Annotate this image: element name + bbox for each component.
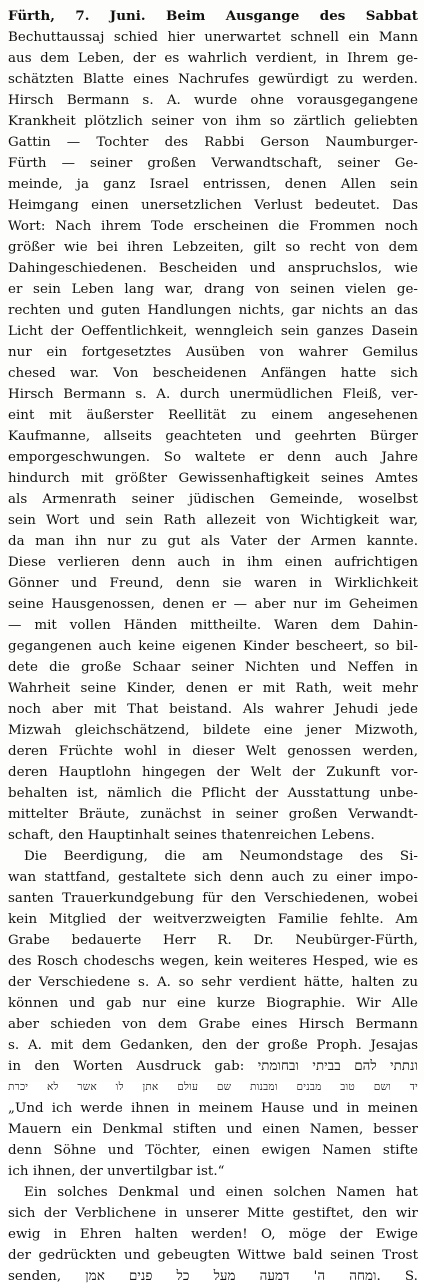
article-line: s. A. mit dem Gedanken, den der große Proph. Jesajas xyxy=(8,1038,418,1053)
article-closing-line: senden, ומחה ה' דמעה מעל כל פנים אמן. S. xyxy=(8,1269,418,1284)
article-line: Dahingeschiedenen. Bescheiden und anspruchslos, wie xyxy=(8,261,418,276)
article-line: Hirsch Bermann s. A. wurde ohne vorausgegangene xyxy=(8,93,418,108)
article-line: rechten und guten Handlungen nichts, gar nichts an das xyxy=(8,303,418,318)
article-line: können und gab nur eine kurze Biographie. Wir Alle xyxy=(8,996,418,1011)
article-line: wan stattfand, gestaltete sich denn auch zu einer impo- xyxy=(8,870,418,885)
article-line: santen Trauerkundgebung für den Verschiedenen, wobei xyxy=(8,891,418,906)
article-line: nur ein fortgesetztes Ausüben von wahrer Gemilus xyxy=(8,345,418,360)
article-line: meinde, ja ganz Israel entrissen, denen Allen sein xyxy=(8,177,418,192)
article-line: gegangenen auch keine eigenen Kinder bescheert, so bil- xyxy=(8,639,418,654)
article-line: der Verschiedene s. A. so sehr verdient hätte, halten zu xyxy=(8,975,418,990)
article-line: aber schieden von dem Grabe eines Hirsch Bermann xyxy=(8,1017,418,1032)
article-line: dete die große Schaar seiner Nichten und Neffen in xyxy=(8,660,418,675)
article-line: Kaufmanne, allseits geachteten und geehrten Bürger xyxy=(8,429,418,444)
article-line: ewig in Ehren halten werden! O, möge der Ewige xyxy=(8,1227,418,1242)
article-line: schaft, den Hauptinhalt seines thatenreichen Lebens. xyxy=(8,828,375,843)
article-line: des Rosch chodeschs wegen, kein weiteres Hesped, wie es xyxy=(8,954,418,969)
article-line: größer wie bei ihren Lebzeiten, gilt so recht von dem xyxy=(8,240,418,255)
hebrew-quote-line: יד ושם טוב מבנים ומבנות שם עולם אתן לו אשר לא יכרת xyxy=(8,1081,418,1093)
article-line: er sein Leben lang war, drang von seinen vielen ge- xyxy=(8,282,418,297)
article-line: Gönner und Freund, denn sie waren in Wirklichkeit xyxy=(8,576,418,591)
article-line: Bechuttaussaj schied hier unerwartet schnell ein Mann xyxy=(8,30,418,45)
article-line: der gedrückten und gebeugten Wittwe bald seinen Trost xyxy=(8,1248,418,1263)
article-line: da man ihn nur zu gut als Vater der Armen kannte. xyxy=(8,534,418,549)
article-line: Grabe bedauerte Herr R. Dr. Neubürger-Fürth, xyxy=(8,933,418,948)
translation-line: denn Söhne und Töchter, einen ewigen Namen stifte xyxy=(8,1143,418,1158)
article-line: hindurch mit größter Gewissenhaftigkeit seines Amtes xyxy=(8,471,418,486)
article-line: mittelter Bräute, zunächst in seiner großen Verwandt- xyxy=(8,807,418,822)
article-line: Licht der Oeffentlichkeit, wenngleich sein ganzes Dasein xyxy=(8,324,418,339)
article-line: chesed war. Von bescheidenen Anfängen hatte sich xyxy=(8,366,418,381)
article-line-dateline: Fürth, 7. Juni. Beim Ausgange des Sabbat xyxy=(8,8,418,24)
article-line: in den Worten Ausdruck gab: ונתתי להם בביתי ובחומתי xyxy=(8,1059,418,1074)
article-line: Fürth — seiner großen Verwandtschaft, seiner Ge- xyxy=(8,156,418,171)
article-line: schätzten Blatte eines Nachrufes gewürdigt zu werden. xyxy=(8,72,418,87)
article-line: sich der Verblichene in unserer Mitte gestiftet, den wir xyxy=(8,1206,418,1221)
article-line: Hirsch Bermann s. A. durch unermüdlichen Fleiß, ver- xyxy=(8,387,418,402)
translation-line: „Und ich werde ihnen in meinem Hause und in meinen xyxy=(8,1101,418,1116)
article-line: Diese verlieren denn auch in ihm einen aufrichtigen xyxy=(8,555,418,570)
translation-line: Mauern ein Denkmal stiften und einen Namen, besser xyxy=(8,1122,418,1137)
article-line: Wort: Nach ihrem Tode erscheinen die Frommen noch xyxy=(8,219,418,234)
article-line: sein Wort und sein Rath allezeit von Wichtigkeit war, xyxy=(8,513,418,528)
article-line: eint mit äußerster Reellität zu einem angesehenen xyxy=(8,408,418,423)
article-line-paragraph-start: Die Beerdigung, die am Neumondstage des Si- xyxy=(24,849,418,864)
translation-line: ich ihnen, der unvertilgbar ist.“ xyxy=(8,1164,225,1179)
article-line: kein Mitglied der weitverzweigten Familie fehlte. Am xyxy=(8,912,418,927)
article-line: behalten ist, nämlich die Pflicht der Ausstattung unbe- xyxy=(8,786,418,801)
article-line: als Armenrath seiner jüdischen Gemeinde, woselbst xyxy=(8,492,418,507)
article-line: — mit vollen Händen mittheilte. Waren dem Dahin- xyxy=(8,618,418,633)
article-line: Krankheit plötzlich seiner von ihm so zärtlich geliebten xyxy=(8,114,418,129)
article-line: seine Hausgenossen, denen er — aber nur im Geheimen xyxy=(8,597,418,612)
article-line: Mizwah gleichschätzend, bildete eine jener Mizwoth, xyxy=(8,723,418,738)
article-line: emporgeschwungen. So waltete er denn auch Jahre xyxy=(8,450,418,465)
article-line: deren Früchte wohl in dieser Welt genossen werden, xyxy=(8,744,418,759)
article-line: deren Hauptlohn hingegen der Welt der Zukunft vor- xyxy=(8,765,418,780)
article-line: aus dem Leben, der es wahrlich verdient, in Ihrem ge- xyxy=(8,51,418,66)
article-column xyxy=(8,6,418,1287)
article-line: Heimgang einen unersetzlichen Verlust bedeutet. Das xyxy=(8,198,418,213)
article-line: noch aber mit That beistand. Als wahrer Jehudi jede xyxy=(8,702,418,717)
article-line-paragraph-start: Ein solches Denkmal und einen solchen Namen hat xyxy=(24,1185,418,1200)
article-line: Gattin — Tochter des Rabbi Gerson Naumburger- xyxy=(8,135,418,150)
article-line: Wahrheit seine Kinder, denen er mit Rath, weit mehr xyxy=(8,681,418,696)
